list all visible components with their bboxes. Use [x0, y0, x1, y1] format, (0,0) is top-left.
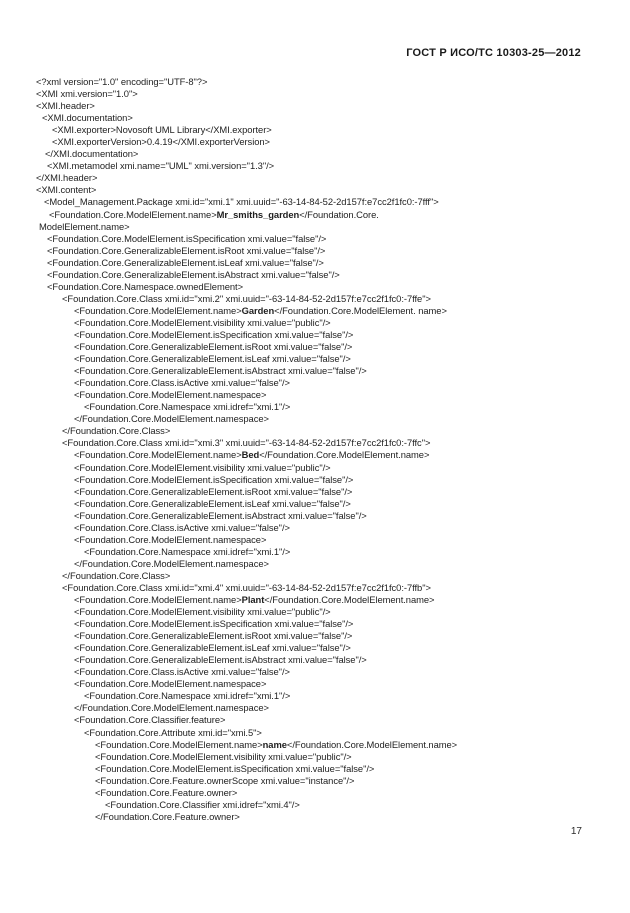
code-line — [36, 365, 596, 377]
code-line — [36, 281, 596, 293]
code-text: <Foundation.Core.Class.isActive xmi.value="false"/> — [74, 377, 290, 389]
code-text: <Foundation.Core.ModelElement.visibility xmi.value="public"/> — [74, 316, 331, 328]
code-text: </Foundation.Core.ModelElement.namespace> — [74, 702, 269, 714]
code-line — [36, 437, 596, 449]
code-text: <Foundation.Core.Class.isActive xmi.value="false"/> — [74, 666, 290, 678]
model-element-name: Bed — [241, 449, 260, 461]
code-line — [36, 209, 596, 221]
code-text: </Foundation.Core.ModelElement.name> — [264, 594, 435, 606]
code-text: </Foundation.Core.ModelElement.namespace> — [74, 413, 269, 425]
code-text: <Foundation.Core.ModelElement.isSpecification xmi.value="false"/> — [74, 473, 354, 485]
code-line — [36, 329, 596, 341]
code-text: <XMI.content> — [36, 184, 97, 196]
code-text: <Foundation.Core.Classifier xmi.idref="xmi.4"/> — [105, 798, 300, 810]
code-line — [36, 654, 596, 666]
code-line — [36, 775, 596, 787]
code-text: <Foundation.Core.GeneralizableElement.isAbstract xmi.value="false"/> — [47, 268, 340, 280]
code-line — [36, 763, 596, 775]
code-line — [36, 341, 596, 353]
code-text: <Foundation.Core.GeneralizableElement.isLeaf xmi.value="false"/> — [47, 256, 324, 268]
code-text: <Foundation.Core.ModelElement.name> — [74, 304, 242, 316]
code-text: </Foundation.Core.ModelElement.name> — [286, 738, 458, 750]
code-line — [36, 100, 596, 112]
code-line — [36, 678, 596, 690]
code-line — [36, 401, 596, 413]
code-line — [36, 221, 596, 233]
code-line — [36, 558, 596, 570]
code-text: <Foundation.Core.Class xmi.id="xmi.3" xmi.uuid="-63-14-84-52-2d157f:e7cc2f1fc0:-7ffc"> — [62, 437, 431, 449]
code-line — [36, 449, 596, 461]
code-line — [36, 76, 596, 88]
code-line — [36, 425, 596, 437]
code-line — [36, 486, 596, 498]
code-line — [36, 666, 596, 678]
code-text: <Foundation.Core.GeneralizableElement.isLeaf xmi.value="false"/> — [74, 642, 351, 654]
code-text: <XMI.header> — [36, 100, 95, 112]
model-element-name: Garden — [241, 304, 275, 316]
code-text: <?xml version="1.0" encoding="UTF-8"?> — [36, 76, 208, 87]
code-text: </Foundation.Core.ModelElement. name> — [274, 304, 447, 316]
code-text: <Foundation.Core.GeneralizableElement.isRoot xmi.value="false"/> — [47, 244, 326, 256]
page-number: 17 — [570, 826, 582, 837]
code-line — [36, 618, 596, 630]
code-line — [36, 293, 596, 305]
code-text: </Foundation.Core.ModelElement.namespace> — [74, 557, 269, 569]
code-line — [36, 594, 596, 606]
code-text: <Foundation.Core.ModelElement.namespace> — [74, 678, 267, 690]
code-text: <Foundation.Core.Classifier.feature> — [74, 714, 226, 726]
code-line — [36, 377, 596, 389]
code-line — [36, 498, 596, 510]
code-line — [36, 714, 596, 726]
code-text: <Foundation.Core.ModelElement.name> — [74, 594, 242, 606]
code-line — [36, 305, 596, 317]
code-text: <Foundation.Core.GeneralizableElement.isRoot xmi.value="false"/> — [74, 341, 353, 353]
code-line — [36, 582, 596, 594]
code-line — [36, 702, 596, 714]
code-line — [36, 88, 596, 100]
code-text: <Foundation.Core.ModelElement.visibility xmi.value="public"/> — [74, 606, 331, 618]
code-line — [36, 196, 596, 208]
code-line — [36, 570, 596, 582]
code-text: <Foundation.Core.GeneralizableElement.isAbstract xmi.value="false"/> — [74, 509, 367, 521]
code-text: <Foundation.Core.ModelElement.visibility xmi.value="public"/> — [95, 750, 352, 762]
code-line — [36, 160, 596, 172]
code-line — [36, 462, 596, 474]
code-text: <Foundation.Core.Class xmi.id="xmi.2" xmi.uuid="-63-14-84-52-2d157f:e7cc2f1fc0:-7ffe"> — [62, 292, 431, 304]
code-line — [36, 245, 596, 257]
code-text: <Foundation.Core.Feature.ownerScope xmi.value="instance"/> — [95, 774, 355, 786]
code-text: <Foundation.Core.ModelElement.isSpecification xmi.value="false"/> — [74, 328, 354, 340]
code-line — [36, 534, 596, 546]
code-text: </XMI.header> — [36, 172, 98, 184]
code-text: <Foundation.Core.GeneralizableElement.isAbstract xmi.value="false"/> — [74, 654, 367, 666]
code-text: <Foundation.Core.GeneralizableElement.isRoot xmi.value="false"/> — [74, 630, 353, 642]
code-line — [36, 257, 596, 269]
code-line — [36, 353, 596, 365]
code-text: </Foundation.Core.Class> — [62, 425, 171, 437]
code-line — [36, 630, 596, 642]
code-text: <Foundation.Core.ModelElement.name> — [74, 449, 242, 461]
model-element-name: name — [262, 738, 287, 750]
code-text: <Foundation.Core.Class xmi.id="xmi.4" xmi.uuid="-63-14-84-52-2d157f:e7cc2f1fc0:-7ffb"> — [62, 581, 431, 593]
code-text: <Foundation.Core.ModelElement.name> — [49, 208, 217, 220]
code-text: <XMI xmi.version="1.0"> — [36, 88, 138, 100]
code-line — [36, 522, 596, 534]
code-text: <Foundation.Core.Namespace.ownedElement> — [47, 280, 244, 292]
code-text: </XMI.documentation> — [45, 148, 139, 160]
code-text: <Foundation.Core.Class.isActive xmi.value="false"/> — [74, 521, 290, 533]
code-text: <Foundation.Core.Namespace xmi.idref="xmi.1"/> — [84, 545, 291, 557]
code-line — [36, 510, 596, 522]
model-element-name: Mr_smiths_garden — [216, 208, 300, 220]
code-line — [36, 317, 596, 329]
code-line — [36, 811, 596, 823]
code-text: <XMI.exporterVersion>0.4.19</XMI.exporterVersion> — [52, 136, 270, 148]
code-text: </Foundation.Core.ModelElement.name> — [259, 449, 430, 461]
code-text: <Foundation.Core.ModelElement.isSpecification xmi.value="false"/> — [47, 232, 327, 244]
code-line — [36, 606, 596, 618]
code-text: <XMI.documentation> — [42, 112, 133, 124]
code-text: <Foundation.Core.GeneralizableElement.isAbstract xmi.value="false"/> — [74, 365, 367, 377]
code-line — [36, 148, 596, 160]
code-text: <Model_Management.Package xmi.id="xmi.1" xmi.uuid="-63-14-84-52-2d157f:e7cc2f1fc0:-7fff"> — [44, 196, 439, 208]
page-header-standard-designation: ГОСТ Р ИСО/ТС 10303-25—2012 — [406, 47, 581, 59]
code-text: <Foundation.Core.ModelElement.namespace> — [74, 533, 267, 545]
code-text: <Foundation.Core.ModelElement.visibility xmi.value="public"/> — [74, 461, 331, 473]
code-line — [36, 751, 596, 763]
code-text: <Foundation.Core.GeneralizableElement.isRoot xmi.value="false"/> — [74, 485, 353, 497]
code-line — [36, 413, 596, 425]
code-block — [36, 76, 596, 823]
code-text: <Foundation.Core.ModelElement.namespace> — [74, 389, 267, 401]
code-text: ModelElement.name> — [39, 220, 130, 232]
code-text: <XMI.exporter>Novosoft UML Library</XMI.exporter> — [52, 124, 272, 136]
code-line — [36, 112, 596, 124]
code-line — [36, 642, 596, 654]
code-text: </Foundation.Core.Class> — [62, 569, 171, 581]
code-line — [36, 389, 596, 401]
code-line — [36, 124, 596, 136]
code-line — [36, 474, 596, 486]
code-line — [36, 269, 596, 281]
code-line — [36, 739, 596, 751]
code-line — [36, 233, 596, 245]
code-text: <Foundation.Core.Namespace xmi.idref="xmi.1"/> — [84, 401, 291, 413]
code-text: <Foundation.Core.Feature.owner> — [95, 786, 238, 798]
code-line — [36, 546, 596, 558]
code-text: <Foundation.Core.GeneralizableElement.isLeaf xmi.value="false"/> — [74, 353, 351, 365]
code-line — [36, 136, 596, 148]
code-line — [36, 172, 596, 184]
code-line — [36, 799, 596, 811]
code-text: <Foundation.Core.ModelElement.isSpecification xmi.value="false"/> — [95, 762, 375, 774]
model-element-name: Plant — [241, 594, 265, 606]
code-line — [36, 690, 596, 702]
code-text: <Foundation.Core.GeneralizableElement.isLeaf xmi.value="false"/> — [74, 497, 351, 509]
code-line — [36, 184, 596, 196]
code-text: <XMI.metamodel xmi.name="UML" xmi.version="1.3"/> — [47, 160, 275, 172]
code-text: </Foundation.Core. — [299, 208, 379, 220]
code-text: <Foundation.Core.Namespace xmi.idref="xmi.1"/> — [84, 690, 291, 702]
code-text: <Foundation.Core.ModelElement.isSpecification xmi.value="false"/> — [74, 618, 354, 630]
code-text: </Foundation.Core.Feature.owner> — [95, 810, 240, 822]
code-line — [36, 787, 596, 799]
code-line — [36, 727, 596, 739]
code-text: <Foundation.Core.ModelElement.name> — [95, 738, 263, 750]
code-text: <Foundation.Core.Attribute xmi.id="xmi.5"> — [84, 726, 262, 738]
